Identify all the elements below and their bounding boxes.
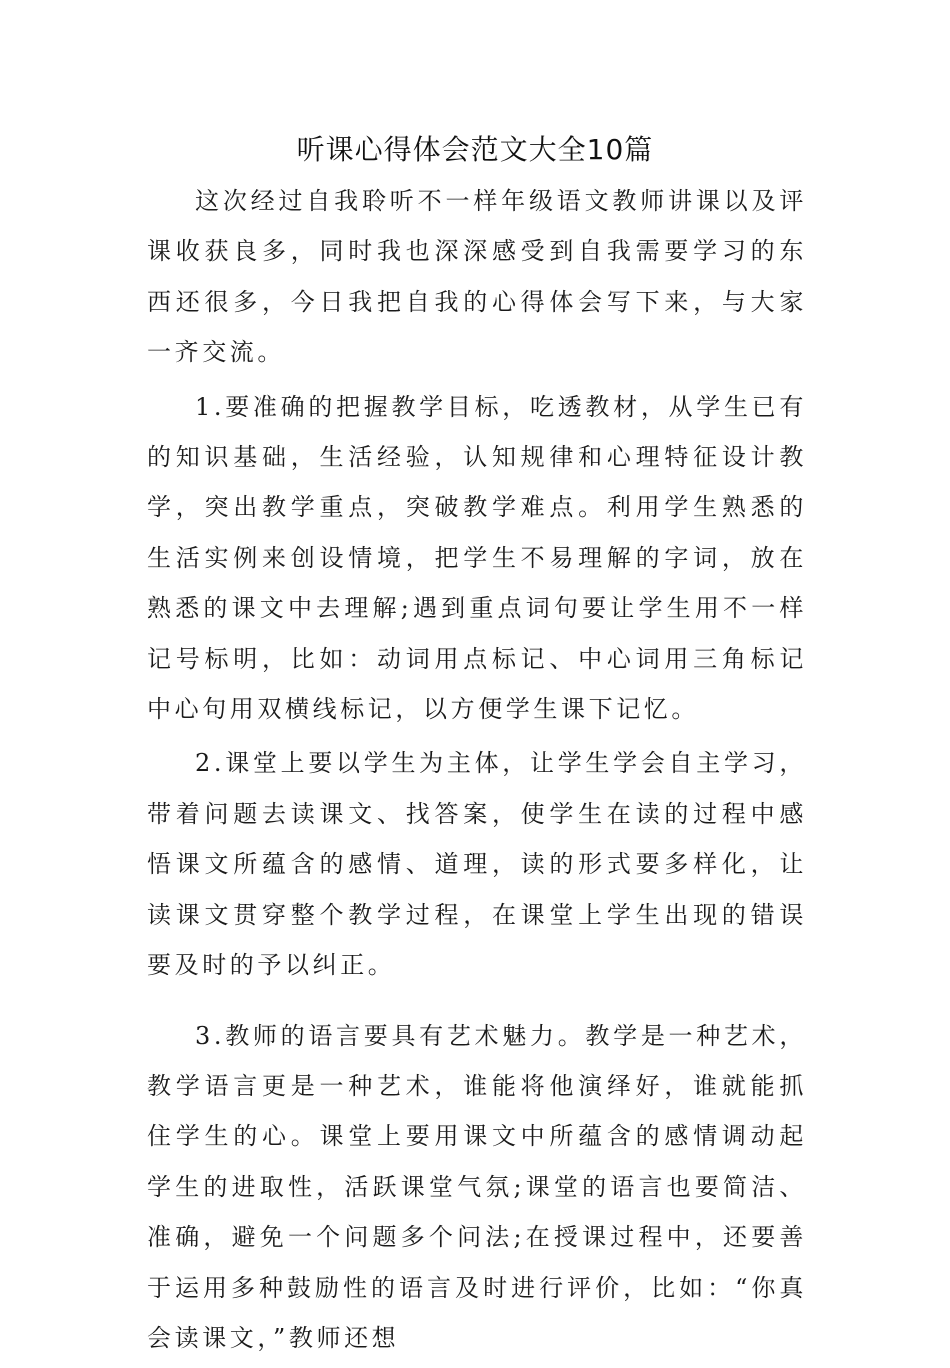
paragraph-point-2: 2.课堂上要以学生为主体，让学生学会自主学习，带着问题去读课文、找答案，使学生在读的过程中感悟课文所蕴含的感情、道理，读的形式要多样化，让读课文贯穿整个教学过程，在课堂上学生出现的错误要及时的予以纠正。 bbox=[147, 749, 807, 980]
paragraph-point-3: 3.教师的语言要具有艺术魅力。教学是一种艺术，教学语言更是一种艺术，谁能将他演绎好，谁就能抓住学生的心。课堂上要用课文中所蕴含的感情调动起学生的进取性，活跃课堂气氛;课堂的语言也要简洁、准确，避免一个问题多个问法;在授课过程中，还要善于运用多种鼓励性的语言及时进行评价，比如：“你真会读课文，”教师还想 bbox=[147, 1021, 807, 1352]
paragraph-intro: 这次经过自我聆听不一样年级语文教师讲课以及评课收获良多，同时我也深深感受到自我需要学习的东西还很多，今日我把自我的心得体会写下来，与大家一齐交流。 bbox=[147, 187, 807, 367]
document-title: 听课心得体会范文大全10篇 bbox=[296, 133, 654, 166]
paragraph-point-1: 1.要准确的把握教学目标，吃透教材，从学生已有的知识基础，生活经验，认知规律和心理特征设计教学，突出教学重点，突破教学难点。利用学生熟悉的生活实例来创设情境，把学生不易理解的字词，放在熟悉的课文中去理解;遇到重点词句要让学生用不一样记号标明，比如：动词用点标记、中心词用三角标记中心句用双横线标记，以方便学生课下记忆。 bbox=[147, 392, 807, 724]
document-body bbox=[147, 176, 807, 1368]
